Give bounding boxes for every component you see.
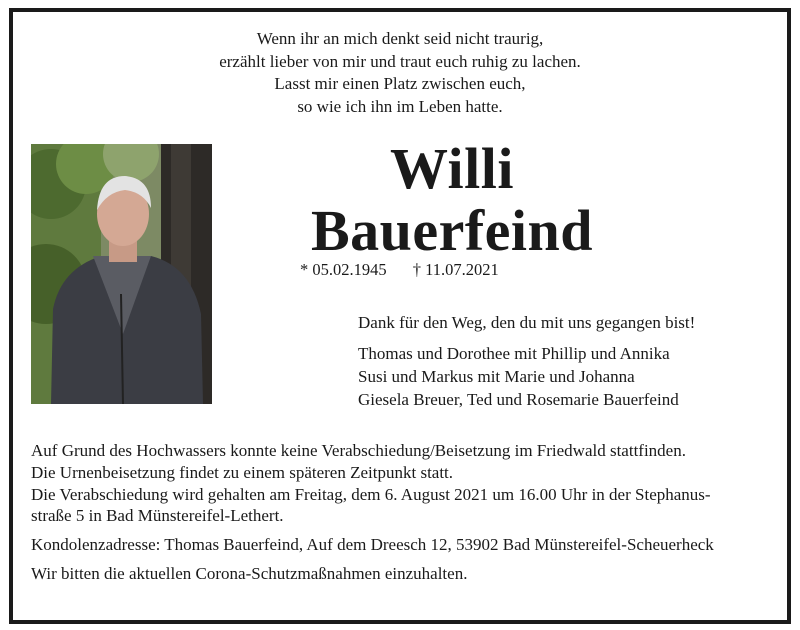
birth-date: * 05.02.1945	[300, 260, 387, 279]
poem-line: Wenn ihr an mich denkt seid nicht traurig,	[256, 29, 544, 48]
poem-line: erzählt lieber von mir und traut euch ruhig zu lachen.	[219, 51, 581, 71]
portrait-photo	[31, 144, 212, 404]
deceased-last-name: Bauerfeind	[310, 198, 594, 263]
funeral-notice	[31, 440, 751, 585]
life-dates	[300, 260, 499, 280]
mourner-line: Susi und Markus mit Marie und Johanna	[358, 366, 635, 386]
mourner-line: Thomas und Dorothee mit Phillip und Annika	[358, 344, 670, 363]
mourner-line: Giesela Breuer, Ted und Rosemarie Bauerfeind	[358, 389, 679, 409]
poem-line: Lasst mir einen Platz zwischen euch,	[274, 74, 526, 93]
covid-notice: Wir bitten die aktuellen Corona-Schutzmaßnahmen einzuhalten.	[31, 563, 468, 583]
condolence-address: Kondolenzadresse: Thomas Bauerfeind, Auf dem Dreesch 12, 53902 Bad Münstereifel-Scheuerheck	[31, 535, 714, 555]
poem-line: so wie ich ihn im Leben hatte.	[297, 96, 503, 116]
death-date: † 11.07.2021	[412, 260, 499, 279]
notice-line: Die Verabschiedung wird gehalten am Freitag, dem 6. August 2021 um 16.00 Uhr in der Stephanus-	[31, 484, 711, 504]
thanks-line: Dank für den Weg, den du mit uns gegangen bist!	[358, 313, 696, 332]
memorial-poem	[0, 28, 800, 118]
notice-line: Auf Grund des Hochwassers konnte keine Verabschiedung/Beisetzung im Friedwald stattfinden.	[31, 441, 686, 460]
notice-line: Die Urnenbeisetzung findet zu einem späteren Zeitpunkt statt.	[31, 462, 454, 482]
mourners-list	[358, 343, 679, 411]
notice-line: straße 5 in Bad Münstereifel-Lethert.	[31, 506, 284, 526]
deceased-first-name: Willi	[390, 136, 514, 201]
